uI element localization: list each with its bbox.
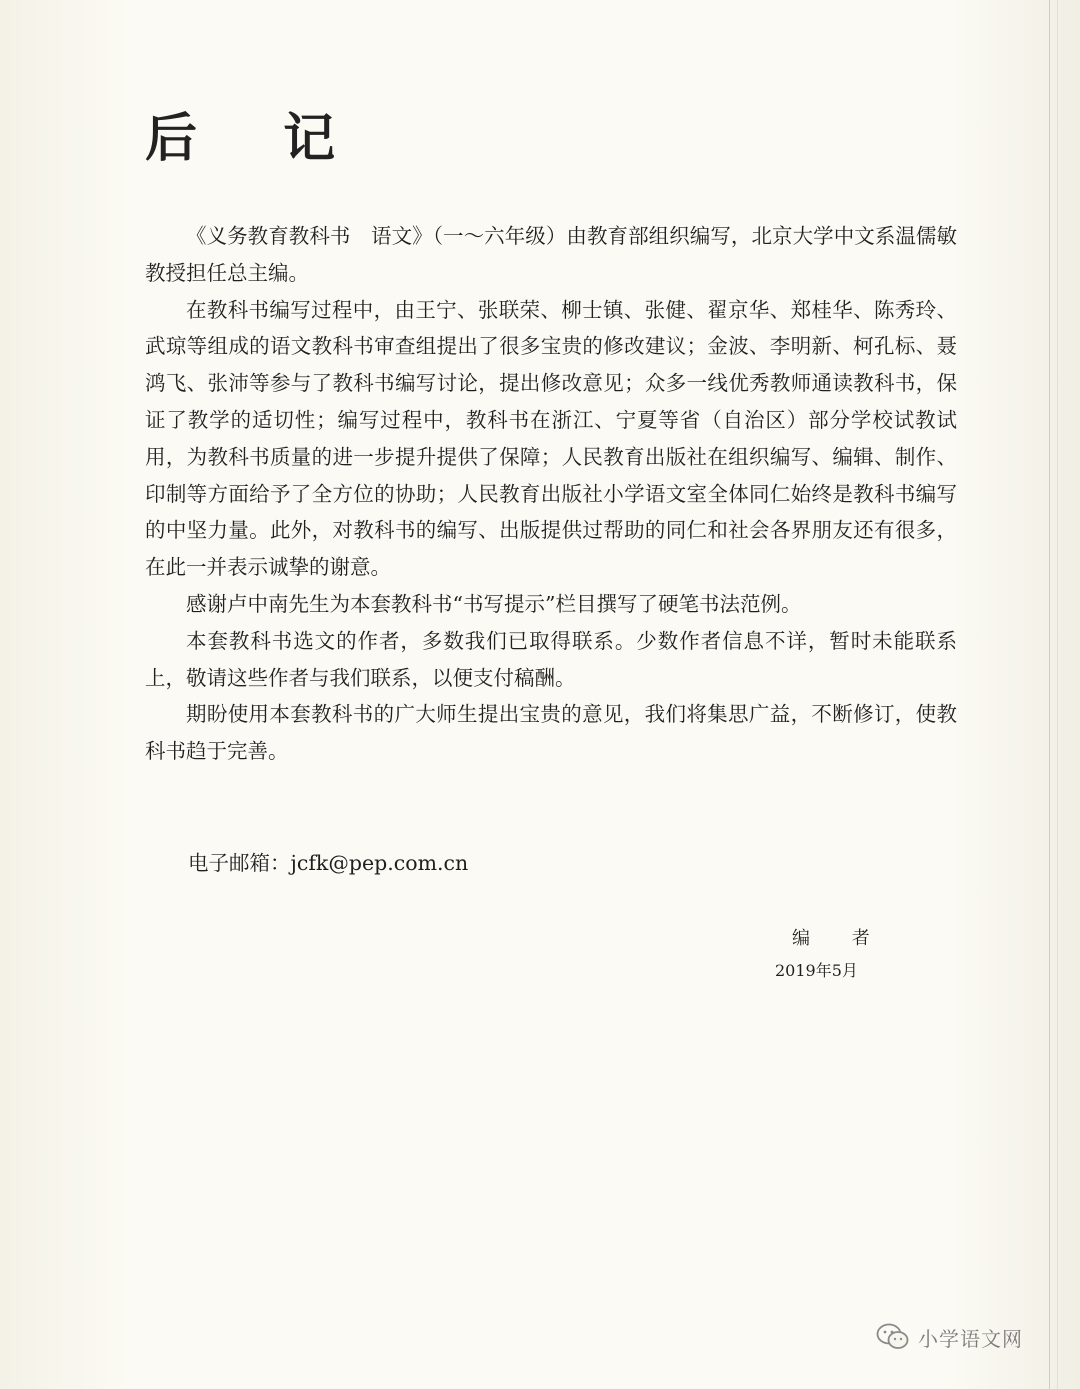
- page-edge-line-secondary: [1057, 0, 1058, 1389]
- signer-label: 编 者: [792, 928, 888, 949]
- paragraph-authors-notice: 本套教科书选文的作者，多数我们已取得联系。少数作者信息不详，暂时未能联系上，敬请这些作者与我们联系，以便支付稿酬。: [145, 628, 957, 690]
- contact-email: 电子邮箱：jcfk@pep.com.cn: [188, 851, 469, 875]
- paragraph-acknowledgements: 在教科书编写过程中，由王宁、张联荣、柳士镇、张健、翟京华、郑桂华、陈秀玲、武琼等组成的语文教科书审查组提出了很多宝贵的修改建议；金波、李明新、柯孔标、聂鸿飞、张沛等参与了教科书编写讨论，提出修改意见；众多一线优秀教师通读教科书，保证了教学的适切性；编写过程中，教科书在浙江、宁夏等省（自治区）部分学校试教试用，为教科书质量的进一步提升提供了保障；人民教育出版社在组织编写、编辑、制作、印制等方面给予了全方位的协助；人民教育出版社小学语文室全体同仁始终是教科书编写的中坚力量。此外，对教科书的编写、出版提供过帮助的同仁和社会各界朋友还有很多，在此一并表示诚挚的谢意。: [145, 297, 957, 580]
- wechat-icon: [876, 1322, 910, 1352]
- page-edge-line: [1049, 0, 1050, 1389]
- paragraph-calligraphy-thanks: 感谢卢中南先生为本套教科书“书写提示”栏目撰写了硬笔书法范例。: [186, 591, 802, 616]
- paragraph-intro: 《义务教育教科书 语文》（一～六年级）由教育部组织编写，北京大学中文系温儒敏教授担任总主编。: [145, 224, 957, 285]
- watermark-text: 小学语文网: [918, 1326, 1023, 1351]
- afterword-body: [145, 218, 957, 770]
- paragraph-feedback-request: 期盼使用本套教科书的广大师生提出宝贵的意见，我们将集思广益，不断修订，使教科书趋于完善。: [145, 702, 957, 764]
- page-title: 后 记: [145, 107, 370, 169]
- signature-date: 2019年5月: [775, 961, 858, 980]
- watermark: [876, 1322, 1023, 1352]
